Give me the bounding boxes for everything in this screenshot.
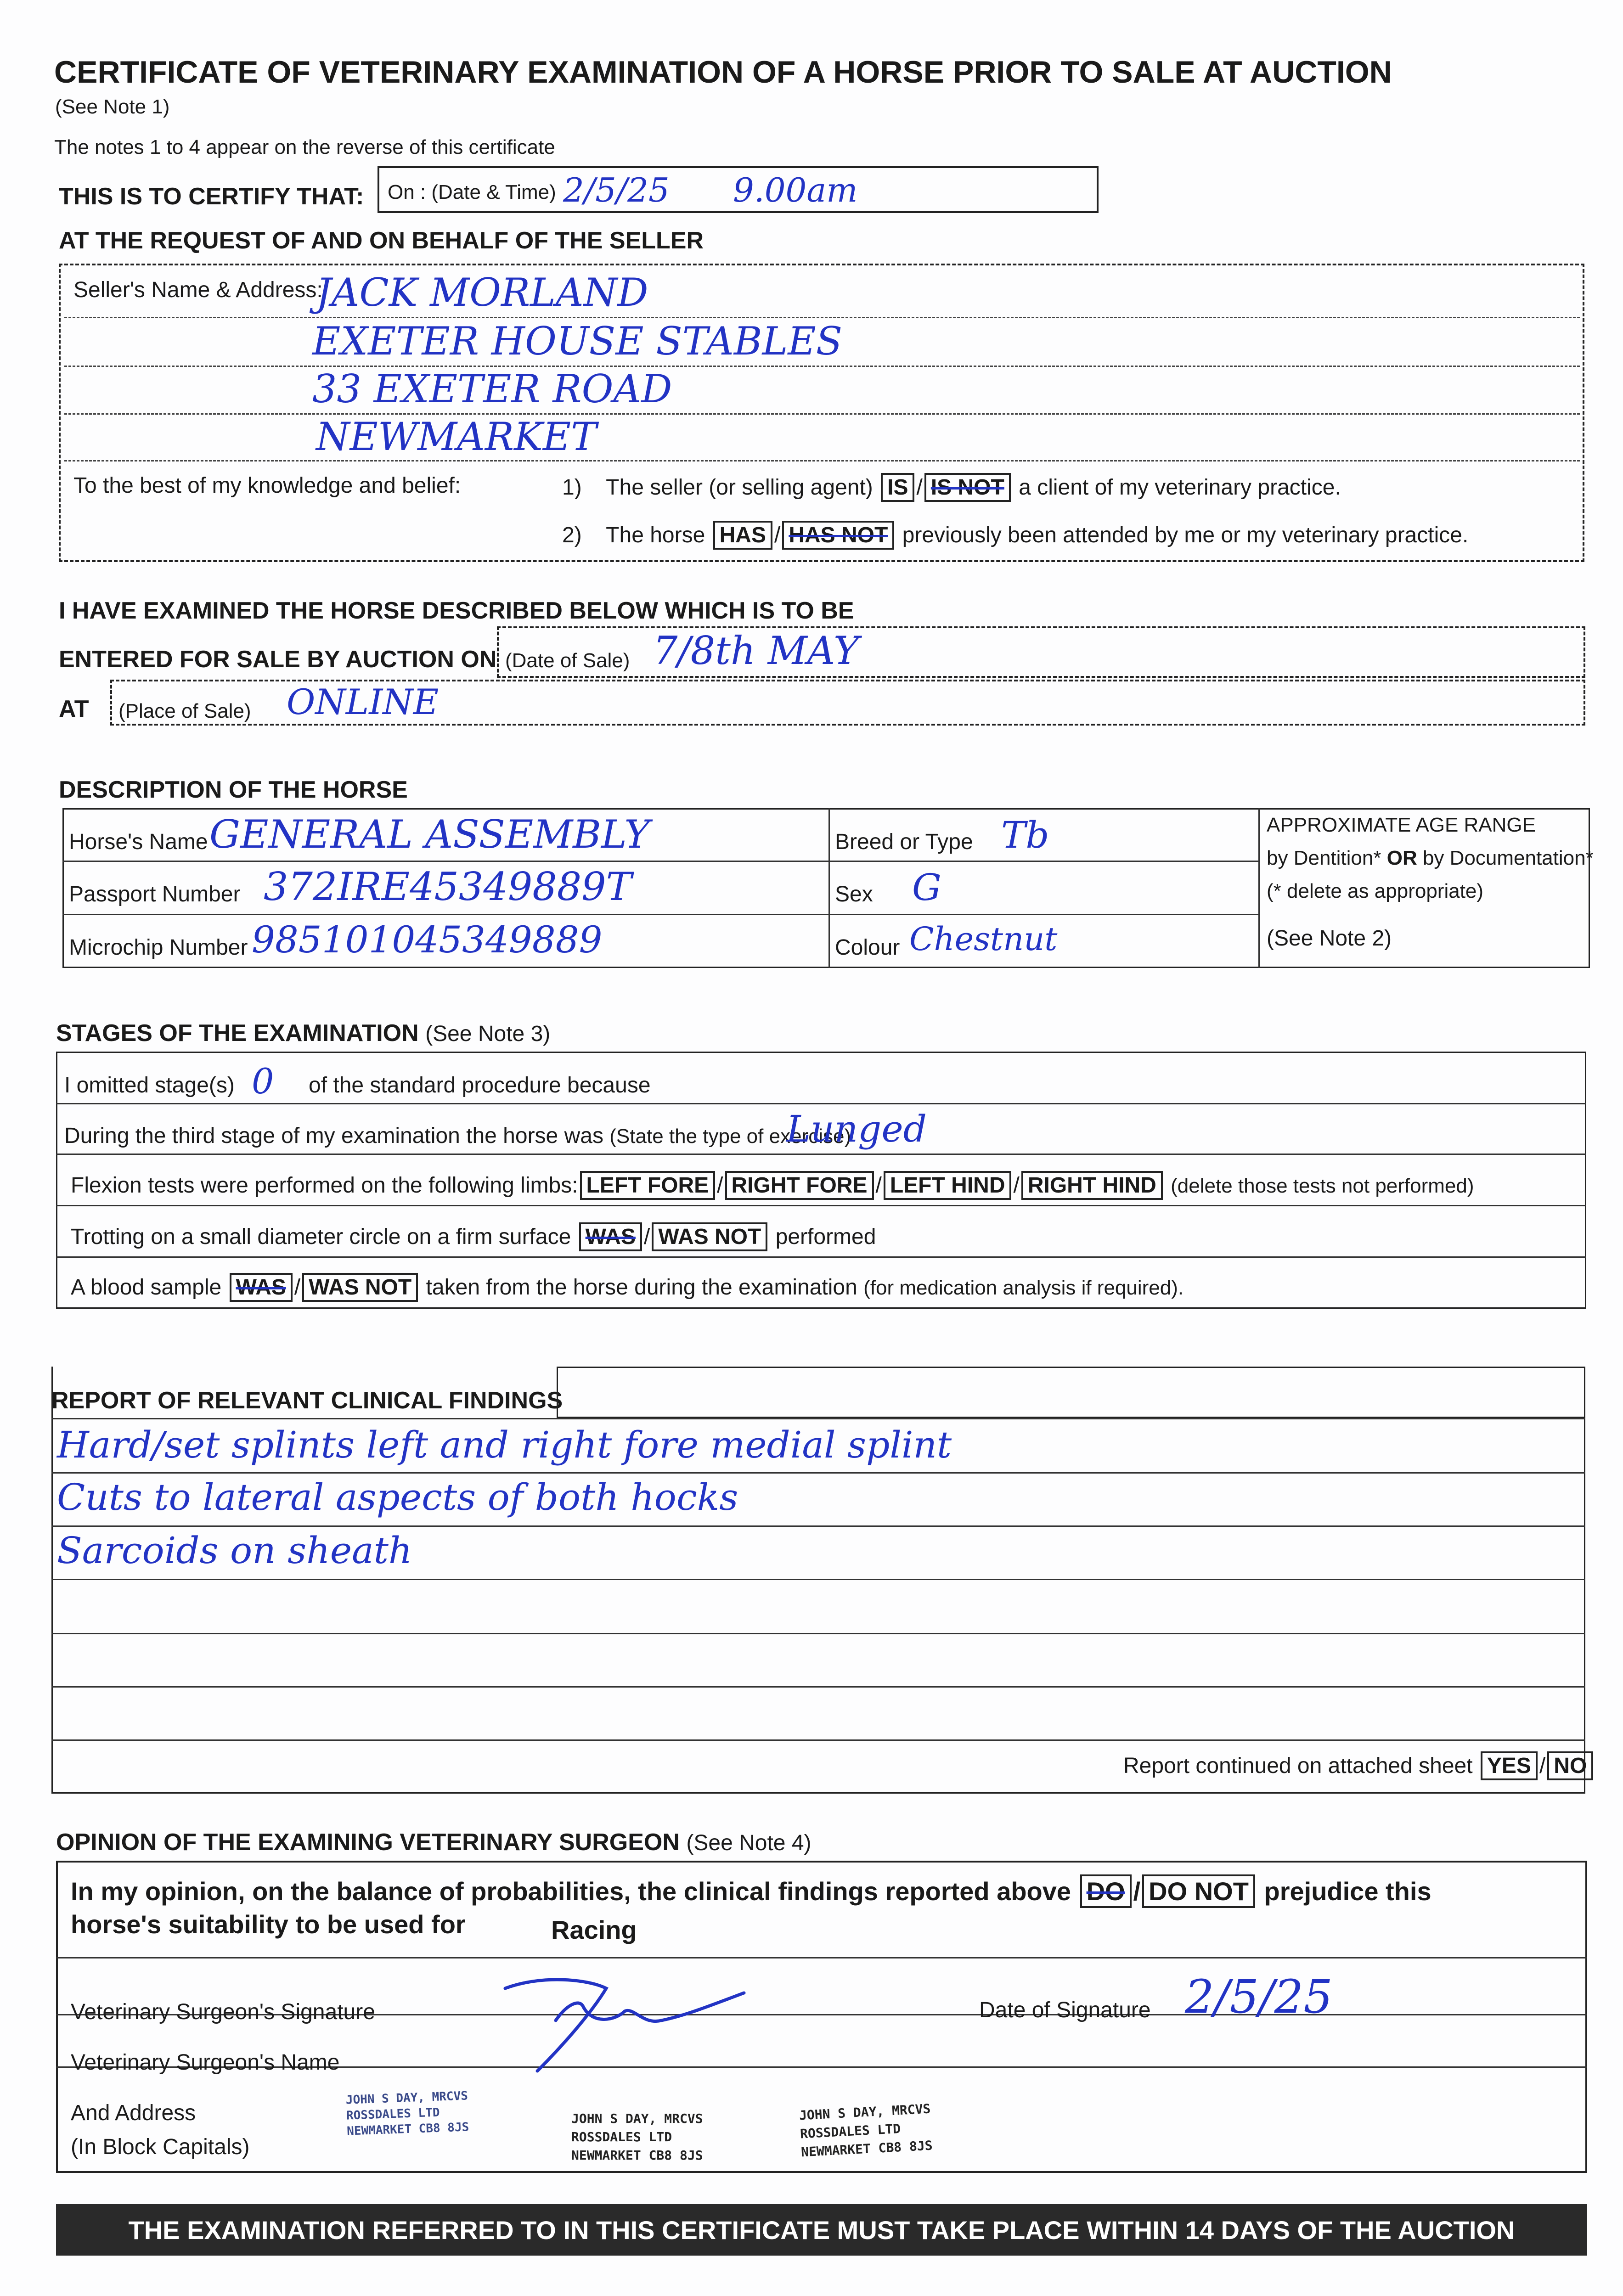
signature-label: Veterinary Surgeon's Signature xyxy=(71,2000,375,2024)
third-stage-row xyxy=(64,1123,851,1148)
s2-num: 2) xyxy=(562,523,582,547)
opinion-heading-note: (See Note 4) xyxy=(686,1831,812,1855)
statement-client xyxy=(562,473,1341,502)
footer-banner: THE EXAMINATION REFERRED TO IN THIS CERTIFICATE MUST TAKE PLACE WITHIN 14 DAYS OF THE AUCTION xyxy=(56,2204,1587,2256)
s1-post: a client of my veterinary practice. xyxy=(1019,475,1341,500)
address-stamp-1 xyxy=(345,2088,469,2139)
date-time-box[interactable] xyxy=(378,166,1099,213)
exam-time: 9.00am xyxy=(733,171,858,209)
seller-line-4: NEWMARKET xyxy=(316,414,597,459)
omitted-row xyxy=(64,1073,235,1098)
see-note-1: (See Note 1) xyxy=(55,96,170,118)
opinion-text-2: horse's suitability to be used for xyxy=(71,1910,466,1939)
colour-value[interactable]: Chestnut xyxy=(909,920,1058,958)
passport-label: Passport Number xyxy=(69,882,241,906)
stamp1-line-2: ROSSDALES LTD xyxy=(346,2105,440,2123)
examined-label: I HAVE EXAMINED THE HORSE DESCRIBED BELOW WHICH IS TO BE xyxy=(59,597,854,624)
microchip-label: Microchip Number xyxy=(69,935,248,960)
sex-label: Sex xyxy=(835,882,873,906)
trotting-row xyxy=(71,1222,876,1251)
vet-signature[interactable] xyxy=(487,1970,762,2076)
certify-label: THIS IS TO CERTIFY THAT: xyxy=(59,183,364,210)
statement-attended xyxy=(562,521,1468,550)
slash: / xyxy=(875,1173,882,1198)
flex-left-fore[interactable]: LEFT FORE xyxy=(580,1171,716,1200)
blood-post: taken from the horse during the examination xyxy=(426,1275,857,1300)
s1-text: The seller (or selling agent) xyxy=(606,475,873,500)
slash: / xyxy=(294,1275,301,1300)
slash: / xyxy=(1013,1173,1020,1198)
stamp1-line-3: NEWMARKET CB8 8JS xyxy=(346,2120,469,2138)
date-of-signature-value[interactable]: 2/5/25 xyxy=(1185,1970,1333,2024)
belief-label: To the best of my knowledge and belief: xyxy=(73,473,461,498)
stamp2-line-3: NEWMARKET CB8 8JS xyxy=(571,2148,703,2163)
age-documentation[interactable]: by Documentation* xyxy=(1422,847,1594,869)
seller-line-3: 33 EXETER ROAD xyxy=(312,366,672,411)
vet-address-label-1: And Address xyxy=(71,2101,196,2125)
report-continued-row xyxy=(1123,1751,1595,1780)
request-label: AT THE REQUEST OF AND ON BEHALF OF THE SELLER xyxy=(59,227,704,254)
opinion-text-1 xyxy=(71,1874,1431,1908)
slash: / xyxy=(1133,1877,1141,1906)
date-of-signature-label: Date of Signature xyxy=(979,1998,1151,2022)
s2-post: previously been attended by me or my veterinary practice. xyxy=(902,523,1469,547)
continued-no[interactable]: NO xyxy=(1547,1751,1593,1780)
blood-was[interactable]: WAS xyxy=(230,1273,293,1302)
omitted-pre: I omitted stage(s) xyxy=(64,1073,235,1097)
findings-heading: REPORT OF RELEVANT CLINICAL FINDINGS xyxy=(51,1387,563,1414)
age-dentition[interactable]: by Dentition* xyxy=(1267,847,1381,869)
colour-label: Colour xyxy=(835,935,900,960)
opinion-do-not[interactable]: DO NOT xyxy=(1142,1874,1255,1908)
seller-line-1: JACK MORLAND xyxy=(316,270,648,315)
trot-was[interactable]: WAS xyxy=(579,1222,642,1251)
s1-num: 1) xyxy=(562,475,582,500)
passport-value[interactable]: 372IRE45349889T xyxy=(264,864,632,909)
slash: / xyxy=(717,1173,723,1198)
vet-address-label-2: (In Block Capitals) xyxy=(71,2135,250,2159)
opinion-post: prejudice this xyxy=(1264,1877,1431,1906)
blood-was-not[interactable]: WAS NOT xyxy=(302,1273,418,1302)
date-of-sale-value: 7/8th MAY xyxy=(653,628,859,673)
description-heading: DESCRIPTION OF THE HORSE xyxy=(59,777,408,803)
address-stamp-2 xyxy=(571,2110,703,2165)
horse-name-value[interactable]: GENERAL ASSEMBLY xyxy=(209,812,650,857)
findings-header-cell xyxy=(557,1367,1585,1418)
finding-line-1[interactable]: Hard/set splints left and right fore medial splint xyxy=(57,1424,952,1466)
place-of-sale-value: ONLINE xyxy=(287,681,439,722)
stamp3-line-2: ROSSDALES LTD xyxy=(800,2121,901,2142)
has-option[interactable]: HAS xyxy=(713,521,772,550)
place-of-sale-box[interactable] xyxy=(110,680,1585,726)
flex-right-hind[interactable]: RIGHT HIND xyxy=(1021,1171,1163,1200)
age-options xyxy=(1267,847,1594,870)
s2-text: The horse xyxy=(606,523,705,547)
opinion-heading-text: OPINION OF THE EXAMINING VETERINARY SURGEON xyxy=(56,1829,680,1856)
is-not-option[interactable]: IS NOT xyxy=(924,473,1011,502)
stages-heading xyxy=(56,1019,550,1047)
age-delete-note: (* delete as appropriate) xyxy=(1267,880,1484,902)
stamp3-line-1: JOHN S DAY, MRCVS xyxy=(799,2101,931,2123)
third-note: (State the type of exercise) xyxy=(609,1125,851,1148)
seller-label: Seller's Name & Address: xyxy=(73,278,323,302)
date-of-sale-label: (Date of Sale) xyxy=(505,649,630,672)
page-title: CERTIFICATE OF VETERINARY EXAMINATION OF A HORSE PRIOR TO SALE AT AUCTION xyxy=(54,55,1392,90)
trot-post: performed xyxy=(775,1225,876,1249)
finding-line-3[interactable]: Sarcoids on sheath xyxy=(57,1529,412,1572)
date-of-sale-box[interactable] xyxy=(497,626,1585,678)
stages-heading-text: STAGES OF THE EXAMINATION xyxy=(56,1020,419,1047)
flex-post: (delete those tests not performed) xyxy=(1171,1175,1474,1197)
trot-pre: Trotting on a small diameter circle on a firm surface xyxy=(71,1225,571,1249)
stamp1-line-1: JOHN S DAY, MRCVS xyxy=(345,2089,468,2107)
continued-label: Report continued on attached sheet xyxy=(1123,1754,1473,1778)
third-value[interactable]: Lunged xyxy=(786,1108,927,1150)
opinion-pre: In my opinion, on the balance of probabilities, the clinical findings reported above xyxy=(71,1877,1071,1906)
age-or: OR xyxy=(1386,847,1417,869)
is-option[interactable]: IS xyxy=(881,473,914,502)
slash: / xyxy=(1539,1754,1546,1778)
slash: / xyxy=(774,523,781,547)
flex-right-fore[interactable]: RIGHT FORE xyxy=(725,1171,874,1200)
stamp3-line-3: NEWMARKET CB8 8JS xyxy=(800,2138,933,2160)
opinion-do[interactable]: DO xyxy=(1080,1874,1132,1908)
flexion-row xyxy=(71,1171,1474,1200)
age-title: APPROXIMATE AGE RANGE xyxy=(1267,814,1536,836)
omitted-post: of the standard procedure because xyxy=(309,1073,651,1097)
stamp2-line-1: JOHN S DAY, MRCVS xyxy=(571,2111,703,2126)
microchip-value[interactable]: 985101045349889 xyxy=(252,918,603,961)
omitted-value[interactable]: 0 xyxy=(252,1061,274,1102)
flex-left-hind[interactable]: LEFT HIND xyxy=(884,1171,1012,1200)
on-label: On : (Date & Time) xyxy=(388,181,556,203)
horse-name-label: Horse's Name xyxy=(69,830,208,854)
breed-label: Breed or Type xyxy=(835,830,973,854)
has-not-option[interactable]: HAS NOT xyxy=(782,521,894,550)
age-see-note: (See Note 2) xyxy=(1267,926,1392,951)
place-of-sale-label: (Place of Sale) xyxy=(118,700,251,722)
opinion-heading xyxy=(56,1829,812,1856)
exam-date: 2/5/25 xyxy=(563,171,670,209)
continued-yes[interactable]: YES xyxy=(1481,1751,1538,1780)
vet-name-label: Veterinary Surgeon's Name xyxy=(71,2050,340,2075)
slash: / xyxy=(643,1225,650,1249)
blood-pre: A blood sample xyxy=(71,1275,222,1300)
address-stamp-3 xyxy=(799,2100,933,2162)
trot-was-not[interactable]: WAS NOT xyxy=(652,1222,767,1251)
sex-value[interactable]: G xyxy=(912,866,941,909)
finding-line-2[interactable]: Cuts to lateral aspects of both hocks xyxy=(57,1476,738,1519)
entered-label: ENTERED FOR SALE BY AUCTION ON xyxy=(59,646,497,673)
seller-line-2: EXETER HOUSE STABLES xyxy=(312,319,843,364)
breed-value[interactable]: Tb xyxy=(1001,814,1049,856)
seller-box xyxy=(59,264,1584,562)
stamp2-line-2: ROSSDALES LTD xyxy=(571,2129,672,2144)
stages-heading-note: (See Note 3) xyxy=(425,1022,551,1046)
third-pre: During the third stage of my examination the horse was xyxy=(64,1124,603,1148)
notes-line: The notes 1 to 4 appear on the reverse of this certificate xyxy=(54,136,555,158)
blood-note: (for medication analysis if required). xyxy=(863,1277,1184,1299)
blood-row xyxy=(71,1273,1183,1302)
at-label: AT xyxy=(59,696,89,722)
flex-pre: Flexion tests were performed on the following limbs: xyxy=(71,1173,578,1198)
slash: / xyxy=(916,475,923,500)
opinion-use-value[interactable]: Racing xyxy=(551,1915,637,1944)
